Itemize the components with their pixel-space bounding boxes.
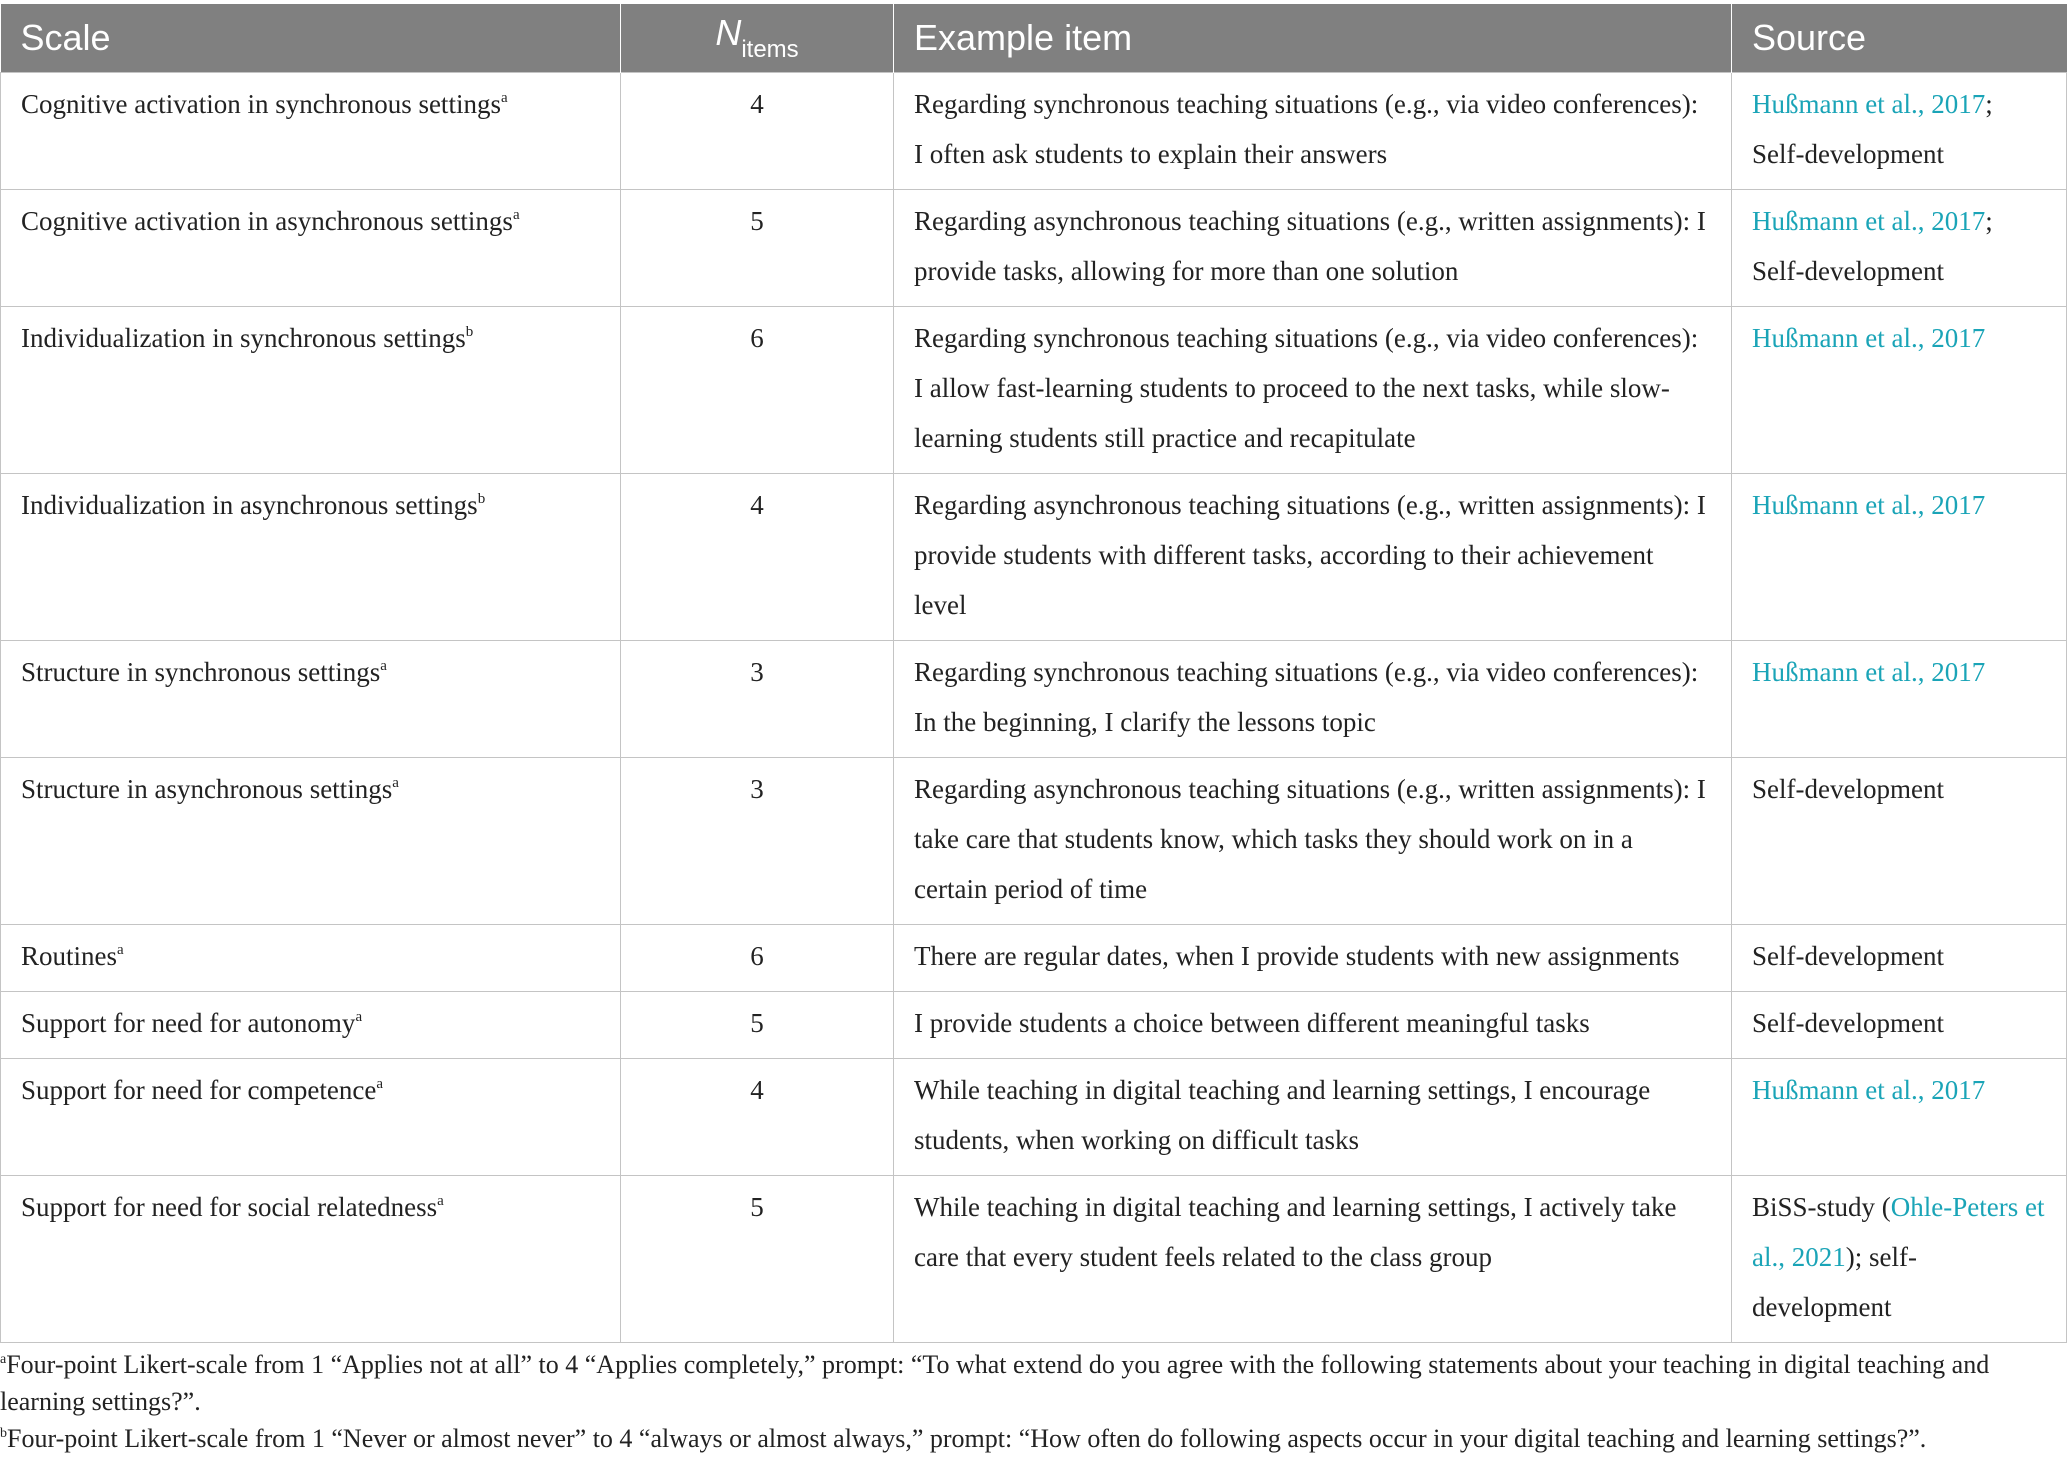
cell-example-item: While teaching in digital teaching and learning settings, I encourage students, when working on difficult tasks xyxy=(894,1059,1732,1176)
source-text: ; xyxy=(1985,206,1993,236)
footnote-b-mark: b xyxy=(0,1426,7,1441)
scale-name: Structure in asynchronous settings xyxy=(21,774,393,804)
table-container xyxy=(0,4,2066,1343)
scale-name: Cognitive activation in synchronous settings xyxy=(21,89,501,119)
table-row xyxy=(1,925,2067,992)
cell-example-item: Regarding asynchronous teaching situations (e.g., written assignments): I take care that students know, which tasks they should work on in a certain period of time xyxy=(894,758,1732,925)
scale-footnote-mark: a xyxy=(512,207,520,223)
footnote-a-text: Four-point Likert-scale from 1 “Applies not at all” to 4 “Applies completely,” prompt: “To what extend do you agree with the following statements about your teaching in digital teaching and learning settings?”. xyxy=(0,1350,1990,1416)
cell-n-items: 4 xyxy=(621,73,894,190)
table-row xyxy=(1,992,2067,1059)
cell-n-items: 6 xyxy=(621,925,894,992)
scale-name: Cognitive activation in asynchronous settings xyxy=(21,206,513,236)
scale-footnote-mark: a xyxy=(500,90,508,106)
cell-example-item: Regarding asynchronous teaching situations (e.g., written assignments): I provide tasks, allowing for more than one solution xyxy=(894,190,1732,307)
header-n-main: N xyxy=(715,12,742,53)
scale-footnote-mark: b xyxy=(477,491,486,507)
scale-name: Support for need for social relatedness xyxy=(21,1192,438,1222)
cell-source xyxy=(1732,992,2067,1059)
cell-n-items: 5 xyxy=(621,992,894,1059)
table-row xyxy=(1,641,2067,758)
cell-scale xyxy=(1,474,621,641)
cell-scale xyxy=(1,758,621,925)
source-text: Self-development xyxy=(1752,774,1944,804)
source-text: ; xyxy=(1985,89,1993,119)
scale-name: Individualization in synchronous settings xyxy=(21,323,466,353)
header-n-items xyxy=(621,4,894,73)
scale-footnote-mark: a xyxy=(117,942,124,958)
scale-footnote-mark: a xyxy=(392,775,399,791)
cell-scale xyxy=(1,190,621,307)
source-text: Self-development xyxy=(1752,256,1944,286)
source-text: Self-development xyxy=(1752,139,1944,169)
scale-footnote-mark: a xyxy=(380,658,387,674)
source-citation-link[interactable]: Hußmann et al., 2017 xyxy=(1752,490,1986,520)
table-body xyxy=(1,73,2067,1343)
cell-scale xyxy=(1,307,621,474)
source-citation-link[interactable]: Ohle-Peters et al., 2021 xyxy=(1752,1192,2045,1272)
cell-source xyxy=(1732,190,2067,307)
cell-scale xyxy=(1,1059,621,1176)
cell-source xyxy=(1732,1176,2067,1343)
cell-n-items: 3 xyxy=(621,758,894,925)
cell-example-item: Regarding synchronous teaching situations (e.g., via video conferences): I often ask students to explain their answers xyxy=(894,73,1732,190)
source-text: ); self-development xyxy=(1752,1242,1917,1322)
header-source: Source xyxy=(1732,4,2067,73)
header-scale: Scale xyxy=(1,4,621,73)
source-citation-link[interactable]: Hußmann et al., 2017 xyxy=(1752,1075,1986,1105)
scale-name: Support for need for competence xyxy=(21,1075,377,1105)
footnote-b xyxy=(0,1420,2066,1457)
cell-scale xyxy=(1,992,621,1059)
source-citation-link[interactable]: Hußmann et al., 2017 xyxy=(1752,657,1986,687)
cell-source xyxy=(1732,641,2067,758)
source-citation-link[interactable]: Hußmann et al., 2017 xyxy=(1752,206,1986,236)
cell-source xyxy=(1732,758,2067,925)
table-row xyxy=(1,1176,2067,1343)
cell-scale xyxy=(1,641,621,758)
scale-footnote-mark: a xyxy=(355,1009,363,1025)
scales-table xyxy=(0,4,2067,1343)
cell-n-items: 3 xyxy=(621,641,894,758)
table-row xyxy=(1,758,2067,925)
cell-scale xyxy=(1,1176,621,1343)
table-row xyxy=(1,1059,2067,1176)
cell-scale xyxy=(1,73,621,190)
source-text: Self-development xyxy=(1752,1008,1944,1038)
cell-example-item: Regarding asynchronous teaching situations (e.g., written assignments): I provide students with different tasks, according to their achievement level xyxy=(894,474,1732,641)
cell-scale xyxy=(1,925,621,992)
footnote-b-text: Four-point Likert-scale from 1 “Never or almost never” to 4 “always or almost always,” prompt: “How often do following aspects occur in your digital teaching and learning settings?”. xyxy=(7,1424,1927,1453)
cell-source xyxy=(1732,307,2067,474)
scale-footnote-mark: b xyxy=(465,324,474,340)
table-row xyxy=(1,190,2067,307)
footnote-a-mark: a xyxy=(0,1352,7,1367)
header-example-item: Example item xyxy=(894,4,1732,73)
table-row xyxy=(1,307,2067,474)
cell-source xyxy=(1732,73,2067,190)
cell-example-item: Regarding synchronous teaching situations (e.g., via video conferences): I allow fast-learning students to proceed to the next tasks, while slow-learning students still practice and recapitulate xyxy=(894,307,1732,474)
scale-name: Routines xyxy=(21,941,118,971)
footnote-a xyxy=(0,1346,2066,1420)
header-row xyxy=(1,4,2067,73)
scale-footnote-mark: a xyxy=(376,1076,384,1092)
scale-footnote-mark: a xyxy=(437,1193,444,1209)
source-citation-link[interactable]: Hußmann et al., 2017 xyxy=(1752,323,1986,353)
cell-example-item: There are regular dates, when I provide students with new assignments xyxy=(894,925,1732,992)
cell-n-items: 6 xyxy=(621,307,894,474)
cell-source xyxy=(1732,1059,2067,1176)
source-text: BiSS-study ( xyxy=(1752,1192,1891,1222)
cell-n-items: 5 xyxy=(621,1176,894,1343)
source-citation-link[interactable]: Hußmann et al., 2017 xyxy=(1752,89,1986,119)
cell-example-item: Regarding synchronous teaching situations (e.g., via video conferences): In the beginning, I clarify the lessons topic xyxy=(894,641,1732,758)
cell-source xyxy=(1732,925,2067,992)
scale-name: Structure in synchronous settings xyxy=(21,657,381,687)
scale-name: Support for need for autonomy xyxy=(21,1008,356,1038)
cell-source xyxy=(1732,474,2067,641)
cell-n-items: 4 xyxy=(621,474,894,641)
header-n-sub: items xyxy=(741,36,799,63)
cell-example-item: While teaching in digital teaching and learning settings, I actively take care that every student feels related to the class group xyxy=(894,1176,1732,1343)
table-row xyxy=(1,73,2067,190)
cell-example-item: I provide students a choice between different meaningful tasks xyxy=(894,992,1732,1059)
scale-name: Individualization in asynchronous settings xyxy=(21,490,478,520)
table-row xyxy=(1,474,2067,641)
source-text: Self-development xyxy=(1752,941,1944,971)
cell-n-items: 5 xyxy=(621,190,894,307)
cell-n-items: 4 xyxy=(621,1059,894,1176)
